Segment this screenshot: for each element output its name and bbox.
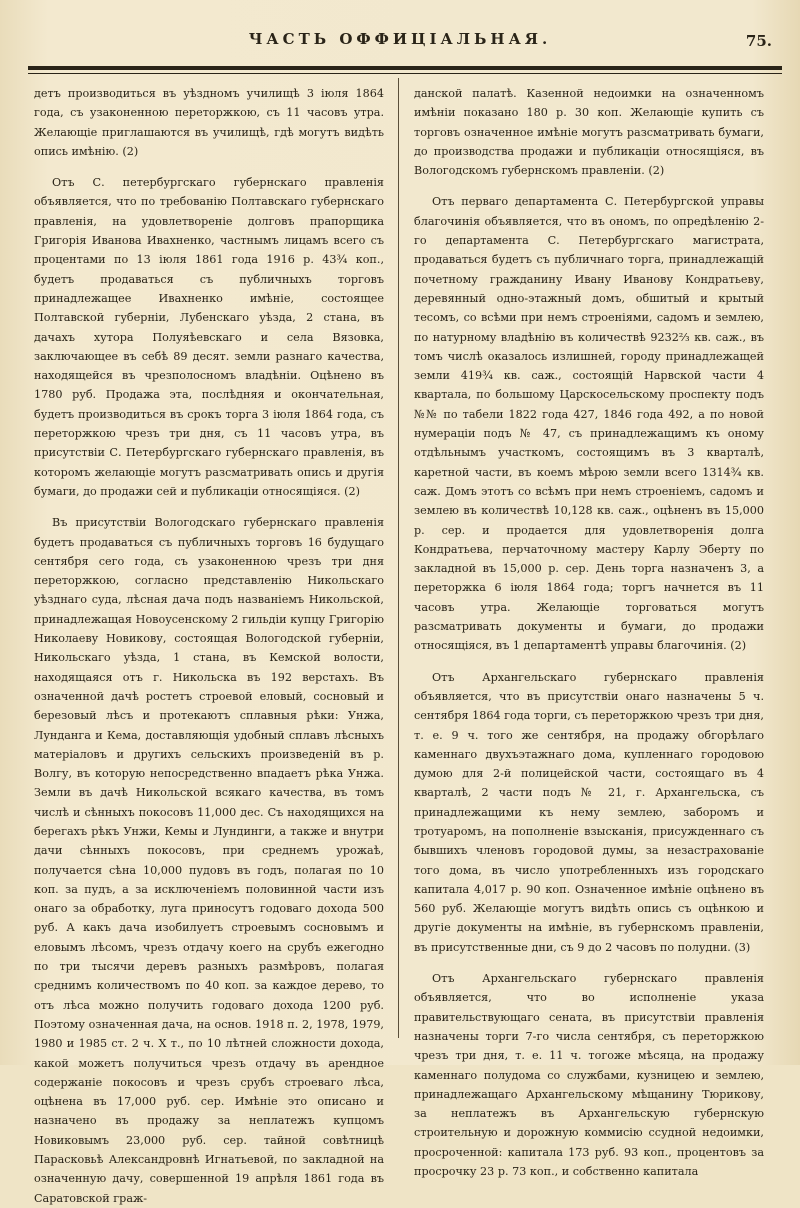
- notice-arkhangelsk-tyurikov: Отъ Архангельскаго губернскаго правленія объявляется, что во исполненіе указа правительствующаго сената, въ присутствіи правленія назначены торги 7-го числа сентября, съ переторжкою чрезъ три дня, т. е. 11 ч. тогоже мѣсяца, на продажу каменнаго полудома со службами, кузницею и землею, принадлежащаго Архангельскому мѣщанину Тюрикову, за неплатежъ въ Архангельскую губернскую строительную и дорожную коммисію ссудной недоимки, просроченной: капитала 173 руб. 93 коп., процентовъ за просрочку 23 р. 73 коп., и собственно капитала: [414, 972, 764, 1179]
- section-title: ЧАСТЬ ОФФИЦІАЛЬНАЯ.: [248, 30, 552, 48]
- header-rule-thick: [28, 66, 782, 70]
- notice-kondratiev-house: Отъ перваго департамента С. Петербургской управы благочинія объявляется, что въ ономъ, по опредѣленію 2-го департамента С. Петербургскаго магистрата, продаваться будетъ съ публичнаго торга, принадлежащій почетному гражданину Ивану Иванову Кондратьеву, деревянный одно-этажный домъ, обшитый и крытый тесомъ, со всѣми при немъ строеніями, садомъ и землею, по натурному владѣнію въ количествѣ 9232⅔ кв. саж., въ томъ числѣ оказалось излишней, городу принадлежащей земли 419¾ кв. саж., состоящій Нарвской части 4 квартала, по большому Царскосельскому проспекту подъ №№ по табели 1822 года 427, 1846 года 492, а по новой нумераціи подъ № 47, съ принадлежащимъ къ оному отдѣльнымъ участкомъ, состоящимъ въ 3 кварталѣ, каретной части, въ коемъ мѣрою земли всего 1314¾ кв. саж. Домъ этотъ со всѣмъ при немъ строеніемъ, садомъ и землею въ количествѣ 10,128 кв. саж., оцѣненъ въ 15,000 р. сер. и продается для удовлетворенія долга Кондратьева, перчаточному мастеру Карлу Эберту по закладной въ 15,000 р. сер. День торга назначенъ 3, а переторжка 6 іюля 1864 года; торгъ начнется въ 11 часовъ утра. Желающіе торговаться могутъ разсматривать документы и бумаги, до продажи относящіяся, въ 1 департаментѣ управы благочинія. (2): [414, 195, 764, 653]
- notice-continued: детъ производиться въ уѣздномъ училищѣ 3 іюля 1864 года, съ узаконенною переторжкою, съ 11 часовъ утра. Желающіе приглашаются въ училищѣ, гдѣ могутъ видѣть опись имѣнію. (2): [34, 87, 384, 158]
- notice-poltava-estate: Отъ С. петербургскаго губернскаго правленія объявляется, что по требованію Полтавскаго губернскаго правленія, на удовлетвореніе долговъ прапорщика Григорія Иванова Ивахненко, частнымъ лицамъ всего съ процентами по 13 іюля 1861 года 1916 р. 43¾ коп., будетъ продаваться съ публичныхъ торговъ принадлежащее Ивахненко имѣніе, состоящее Полтавской губерніи, Лубенскаго уѣзда, 2 стана, въ дачахъ хутора Полуяѣевскаго и села Вязовка, заключающее въ себѣ 89 десят. земли разнаго качества, находящейся въ чрезполосномъ владѣніи. Оцѣнено въ 1780 руб. Продажа эта, послѣдняя и окончательная, будетъ производиться въ срокъ торга 3 іюля 1864 года, съ переторжкою чрезъ три дня, съ 11 часовъ утра, въ присутствіи С. Петербургскаго губернскаго правленія, въ которомъ желающіе могутъ разсматривать опись и другія бумаги, до продажи сей и публикаціи относящіяся. (2): [34, 176, 384, 498]
- page-header: [0, 30, 800, 56]
- notice-arkhangelsk-house: Отъ Архангельскаго губернскаго правленія объявляется, что въ присутствіи онаго назначены 5 ч. сентября 1864 года торги, съ переторжкою чрезъ три дня, т. е. 9 ч. того же сентября, на продажу обгорѣлаго каменнаго двухъэтажнаго дома, купленнаго городовою думою для 2-й полицейской части, состоящаго въ 4 кварталѣ, 2 части подъ № 21, г. Архангельска, съ принадлежащими къ нему землею, заборомъ и тротуаромъ, на пополненіе взысканія, присужденнаго съ бывшихъ членовъ городовой думы, за незастрахованіе того дома, въ число употребленныхъ изъ городскаго капитала 4,017 р. 90 коп. Означенное имѣніе оцѣнено въ 560 руб. Желающіе могутъ видѣть опись съ оцѣнкою и другіе документы на имѣніе, въ губернскомъ правленіи, въ присутственные дни, съ 9 до 2 часовъ по полудни. (3): [414, 670, 764, 954]
- notice-vologda-forest: Въ присутствіи Вологодскаго губернскаго правленія будетъ продаваться съ публичныхъ торговъ 16 будущаго сентября сего года, съ узаконенною чрезъ три дня переторжкою, согласно представленію Никольскаго уѣзднаго суда, лѣсная дача подъ названіемъ Никольской, принадлежащая Новоусенскому 2 гильдіи купцу Григорію Николаеву Новикову, состоящая Вологодской губерніи, Никольскаго уѣзда, 1 стана, въ Кемской волости, находящаяся отъ г. Никольска въ 192 верстахъ. Въ означенной дачѣ ростетъ строевой еловый, сосновый и березовый лѣсъ и протекаютъ сплавныя рѣки: Унжа, Лунданга и Кема, доставляющія удобный сплавъ лѣсныхъ матеріаловъ и другихъ сельскихъ произведеній въ р. Волгу, въ которую непосредственно впадаетъ рѣка Унжа. Земли въ дачѣ Никольской всякаго качества, въ томъ числѣ и сѣнныхъ покосовъ 11,000 дес. Съ находящихся на берегахъ рѣкъ Унжи, Кемы и Лундинги, а также и внутри дачи сѣнныхъ покосовъ, при среднемъ урожаѣ, получается сѣна 10,000 пудовъ въ годъ, полагая по 10 коп. за пудъ, а за исключеніемъ половинной части изъ онаго за обработку, луга приносутъ годоваго дохода 500 руб. А какъ дача изобилуетъ строевымъ сосновымъ и еловымъ лѣсомъ, чрезъ отдачу коего на срубъ ежегодно по три тысячи деревъ разныхъ размѣровъ, полагая среднимъ количествомъ по 40 коп. за каждое дерево, то отъ лѣса можно получить годоваго дохода 1200 руб. Поэтому означенная дача, на основ. 1918 п. 2, 1978, 1979, 1980 и 1985 ст. 2 ч. X т., по 10 лѣтней сложности дохода, какой можетъ получиться чрезъ отдачу въ арендное содержаніе покосовъ и чрезъ срубъ строеваго лѣса, оцѣнена въ 17,000 руб. сер. Имѣніе это описано и назначено въ продажу за неплатежъ купцомъ Новиковымъ 23,000 руб. сер. тайной совѣтницѣ Парасковьѣ Александровнѣ Игнатьевой, по закладной на означенную дачу, совершенной 19 апрѣля 1861 года въ Саратовской граж-: [34, 516, 384, 1205]
- page-number: 75.: [745, 32, 772, 50]
- header-rule-thin: [28, 73, 782, 74]
- column-divider: [398, 78, 399, 1038]
- right-column: [414, 84, 764, 1181]
- left-column: [34, 84, 384, 1208]
- notice-continued-right: данской палатѣ. Казенной недоимки на означенномъ имѣніи показано 180 р. 30 коп. Желающіе купить съ торговъ означенное имѣніе могутъ разсматривать бумаги, до производства продажи и публикаціи относящіяся, въ Вологодскомъ губернскомъ правленіи. (2): [414, 87, 764, 178]
